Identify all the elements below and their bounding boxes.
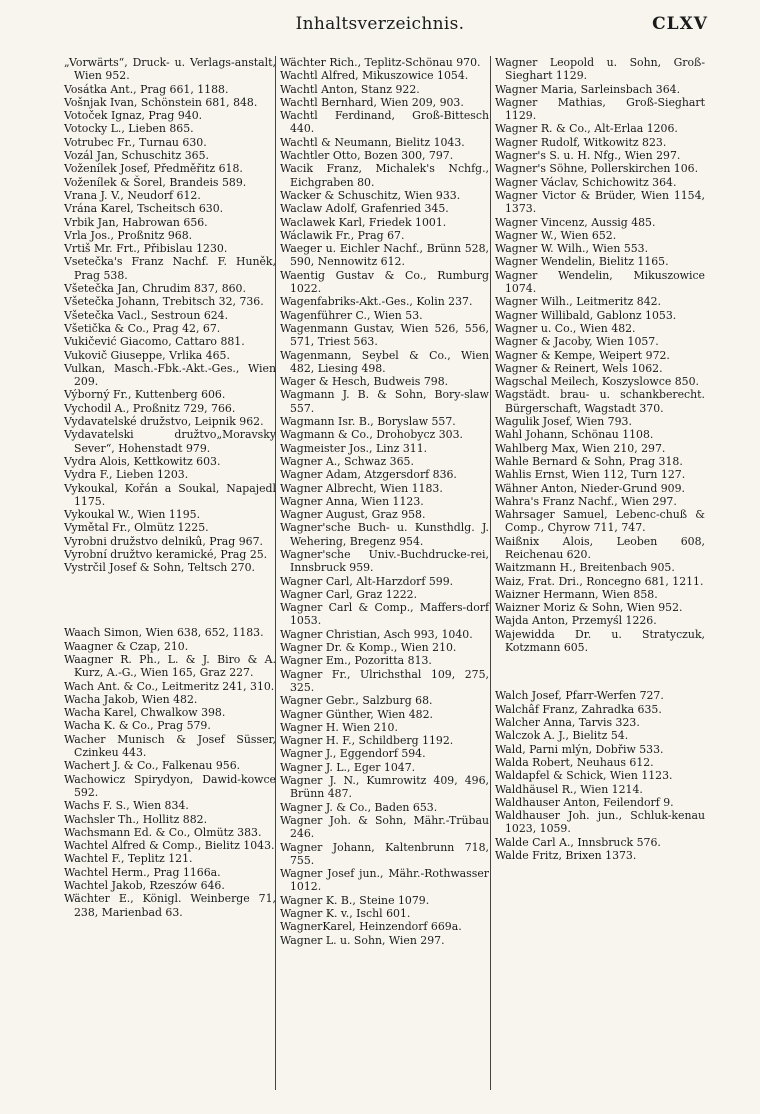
index-entry: Vymětal Fr., Olmütz 1225. bbox=[64, 521, 209, 535]
index-entry: Wagenmann Gustav, Wien 526, 556, 571, Triest 563. bbox=[280, 321, 489, 349]
index-entry: Wacher Munisch & Josef Süsser, Czinkeu 443. bbox=[64, 732, 276, 760]
index-entry: Wahlberg Max, Wien 210, 297. bbox=[495, 441, 666, 455]
index-entry: Wachtel Herm., Prag 1166a. bbox=[64, 865, 221, 879]
index-entry: Wagner J. & Co., Baden 653. bbox=[280, 800, 438, 814]
index-entry: Wagenmann, Seybel & Co., Wien 482, Liesing 498. bbox=[280, 348, 489, 375]
index-entry: WagnerKarel, Heinzendorf 669a. bbox=[280, 920, 462, 934]
index-entry: Wacha K. & Co., Prag 579. bbox=[64, 719, 211, 733]
column-divider bbox=[490, 56, 491, 1090]
index-entry: Wachtl Bernhard, Wien 209, 903. bbox=[280, 95, 464, 109]
index-entry: Wajda Anton, Przemyśl 1226. bbox=[495, 614, 657, 628]
index-entry: Wahrsager Samuel, Lebenc-chuß & Comp., Chyrow 711, 747. bbox=[495, 508, 705, 535]
index-entry: Vošnjak Ivan, Schönstein 681, 848. bbox=[64, 95, 258, 109]
index-entry: Voženílek & Šorel, Brandeis 589. bbox=[64, 175, 247, 189]
index-entry: Vyrobní družtvo keramické, Prag 25. bbox=[64, 547, 268, 561]
index-entry: Výborný Fr., Kuttenberg 606. bbox=[64, 388, 226, 402]
index-entry: Wagner Wilh., Leitmeritz 842. bbox=[495, 295, 662, 309]
index-entry: Waclaw Adolf, Grafenried 345. bbox=[280, 202, 449, 216]
index-entry: Wachtel F., Teplitz 121. bbox=[64, 852, 193, 866]
index-entry: Waldhauser Joh. jun., Schluk-kenau 1023, 1059. bbox=[495, 809, 705, 836]
index-entry: Wagmann & Co., Drohobycz 303. bbox=[280, 428, 463, 442]
index-entry: Wagulik Josef, Wien 793. bbox=[495, 415, 632, 429]
index-entry: Wagner August, Graz 958. bbox=[280, 508, 426, 522]
index-entry: Waclawek Karl, Friedek 1001. bbox=[280, 215, 447, 229]
index-entry: Waeger u. Eichler Nachf., Brünn 528, 590, Nennowitz 612. bbox=[280, 242, 489, 269]
index-entry: Vsetečka's Franz Nachf. F. Huněk, Prag 538. bbox=[64, 255, 276, 282]
index-entry: Wagmeister Jos., Linz 311. bbox=[280, 441, 428, 455]
index-entry: Wagner Günther, Wien 482. bbox=[280, 707, 433, 721]
index-entry: Votocky L., Lieben 865. bbox=[64, 122, 194, 136]
index-entry: Walcher Anna, Tarvis 323. bbox=[495, 716, 640, 730]
index-entry: Wagschal Meilech, Koszyslowce 850. bbox=[495, 375, 699, 389]
index-entry: Waizner Moriz & Sohn, Wien 952. bbox=[495, 601, 683, 615]
index-entry: Walde Fritz, Brixen 1373. bbox=[495, 849, 637, 862]
index-entry: Vykoukal, Kořán a Soukal, Napajedl 1175. bbox=[64, 481, 276, 508]
index-entry: Všetečka Vacl., Sestroun 624. bbox=[64, 308, 229, 322]
index-entry: Vrla Jos., Proßnitz 968. bbox=[64, 228, 193, 242]
index-entry: Wagner Carl, Graz 1222. bbox=[280, 587, 418, 601]
index-entry: Vychodil A., Proßnitz 729, 766. bbox=[64, 401, 236, 415]
index-entry: Wagner's Söhne, Pollerskirchen 106. bbox=[495, 162, 699, 176]
index-entry: Wagner Victor & Brüder, Wien 1154, 1373. bbox=[495, 188, 705, 216]
index-entry: Wagner W. Wilh., Wien 553. bbox=[495, 242, 649, 256]
index-entry: Wagner u. Co., Wien 482. bbox=[495, 321, 636, 335]
index-entry: Vozál Jan, Schuschitz 365. bbox=[64, 149, 209, 163]
index-entry: Waentig Gustav & Co., Rumburg 1022. bbox=[280, 268, 489, 296]
index-entry: Wagner R. & Co., Alt-Erlaa 1206. bbox=[495, 122, 678, 136]
index-entry: Waizner Hermann, Wien 858. bbox=[495, 587, 658, 601]
index-entry: Wagner Willibald, Gablonz 1053. bbox=[495, 308, 677, 322]
page-number: CLXV bbox=[652, 14, 708, 34]
index-entry: Wagner Dr. & Komp., Wien 210. bbox=[280, 641, 457, 655]
index-entry: Vosátka Ant., Prag 661, 1188. bbox=[64, 82, 229, 96]
index-entry: Waitzmann H., Breitenbach 905. bbox=[495, 561, 675, 575]
index-entry: Wachtl & Neumann, Bielitz 1043. bbox=[280, 135, 465, 149]
index-entry: Walch Josef, Pfarr-Werfen 727. bbox=[495, 689, 664, 703]
index-entry: Vykoukal W., Wien 1195. bbox=[64, 508, 201, 522]
index-entry: Všetečka Johann, Trebitsch 32, 736. bbox=[64, 295, 264, 309]
index-entry: Wagner J., Eggendorf 594. bbox=[280, 747, 426, 761]
index-entry: Wagner Václav, Schichowitz 364. bbox=[495, 175, 677, 189]
index-entry: Wagner Wendelin, Mikuszowice 1074. bbox=[495, 268, 705, 296]
index-entry: Wáclawik Fr., Prag 67. bbox=[280, 228, 405, 242]
index-entry: Wagmann Isr. B., Boryslaw 557. bbox=[280, 415, 456, 429]
section-gap bbox=[495, 665, 705, 678]
index-entry: Vystrčil Josef & Sohn, Teltsch 270. bbox=[64, 561, 255, 575]
index-entry: Vydra Alois, Kettkowitz 603. bbox=[64, 454, 221, 468]
index-entry: Wagner Mathias, Groß-Sieghart 1129. bbox=[495, 95, 705, 123]
index-entry: Vydra F., Lieben 1203. bbox=[64, 468, 189, 482]
index-entry: Waldapfel & Schick, Wien 1123. bbox=[495, 769, 673, 783]
index-entry: Wagner Joh. & Sohn, Mähr.-Trübau 246. bbox=[280, 813, 489, 841]
index-entry: Wagner Carl & Comp., Maffers-dorf 1053. bbox=[280, 601, 489, 628]
index-entry: Wagner Adam, Atzgersdorf 836. bbox=[280, 468, 457, 482]
index-entry: Wagner Johann, Kaltenbrunn 718, 755. bbox=[280, 840, 489, 867]
page-title: Inhaltsverzeichnis. bbox=[295, 14, 465, 34]
index-entry: Wagner Maria, Sarleinsbach 364. bbox=[495, 82, 681, 96]
index-entry: Wacik Franz, Michalek's Nchfg., Eichgraben 80. bbox=[280, 162, 489, 189]
index-entry: Wacha Karel, Chwalkow 398. bbox=[64, 706, 226, 720]
index-entry: Všetečka Jan, Chrudim 837, 860. bbox=[64, 282, 246, 296]
index-entry: Wachtl Ferdinand, Groß-Bittesch 440. bbox=[280, 109, 489, 136]
index-entry: Wagner A., Schwaz 365. bbox=[280, 454, 414, 468]
index-entry: Wager & Hesch, Budweis 798. bbox=[280, 375, 449, 389]
index-entry: Wächter E., Königl. Weinberge 71, 238, Marienbad 63. bbox=[64, 892, 276, 919]
index-entry: Wagner Christian, Asch 993, 1040. bbox=[280, 627, 473, 641]
index-entry: Waiz, Frat. Dri., Roncegno 681, 1211. bbox=[495, 574, 704, 588]
index-entry: Wagner Anna, Wien 1123. bbox=[280, 494, 424, 508]
index-entry: Wagenführer C., Wien 53. bbox=[280, 308, 423, 322]
index-entry: Wachsler Th., Hollitz 882. bbox=[64, 812, 208, 826]
index-entry: Wagner & Kempe, Weipert 972. bbox=[495, 348, 670, 362]
index-entry: Wagner Leopold u. Sohn, Groß-Sieghart 1129. bbox=[495, 56, 705, 83]
index-entry: Wagner Vincenz, Aussig 485. bbox=[495, 215, 656, 229]
index-entry: Wachert J. & Co., Falkenau 956. bbox=[64, 759, 241, 773]
index-entry: Wagner Carl, Alt-Harzdorf 599. bbox=[280, 574, 454, 588]
page-header bbox=[0, 0, 760, 40]
index-column-3 bbox=[495, 56, 705, 862]
index-entry: Vulkan, Masch.-Fbk.-Akt.-Ges., Wien 209. bbox=[64, 361, 276, 389]
index-column-2 bbox=[280, 56, 489, 947]
section-gap bbox=[64, 585, 276, 615]
index-entry: Wagner Gebr., Salzburg 68. bbox=[280, 694, 433, 708]
index-entry: Wacha Jakob, Wien 482. bbox=[64, 692, 198, 706]
index-entry: Votoček Ignaz, Prag 940. bbox=[64, 109, 203, 123]
index-entry: Wagner Rudolf, Witkowitz 823. bbox=[495, 135, 667, 149]
index-entry: Wald, Parni mlýn, Dobřiw 533. bbox=[495, 742, 664, 756]
index-entry: Wagmann J. B. & Sohn, Bory-slaw 557. bbox=[280, 388, 489, 415]
index-entry: Vukovič Giuseppe, Vrlika 465. bbox=[64, 348, 230, 362]
index-entry: Walda Robert, Neuhaus 612. bbox=[495, 755, 654, 769]
index-entry: Voženílek Josef, Předměřitz 618. bbox=[64, 162, 243, 176]
index-entry: Wagner & Reinert, Wels 1062. bbox=[495, 361, 663, 375]
index-entry: Walchâf Franz, Zahradka 635. bbox=[495, 702, 662, 716]
index-entry: Wachowicz Spirydyon, Dawid-kowce 592. bbox=[64, 772, 276, 799]
index-entry: Wachsmann Ed. & Co., Olmütz 383. bbox=[64, 825, 262, 839]
index-entry: Vyrobni družstvo delnikû, Prag 967. bbox=[64, 534, 263, 548]
index-entry: Waagner R. Ph., L. & J. Biro & A. Kurz, A.-G., Wien 165, Graz 227. bbox=[64, 652, 276, 680]
index-entry: Waach Simon, Wien 638, 652, 1183. bbox=[64, 626, 264, 640]
index-entry: Wagner Josef jun., Mähr.-Rothwasser 1012. bbox=[280, 867, 489, 894]
index-entry: Wagner'sche Univ.-Buchdrucke-rei, Innsbruck 959. bbox=[280, 547, 489, 575]
index-entry: Wagner Albrecht, Wien 1183. bbox=[280, 481, 443, 495]
index-entry: Waagner & Czap, 210. bbox=[64, 639, 189, 653]
index-entry: Vrbik Jan, Habrowan 656. bbox=[64, 215, 208, 229]
index-entry: Vrana J. V., Neudorf 612. bbox=[64, 188, 201, 202]
index-entry: Wachs F. S., Wien 834. bbox=[64, 799, 189, 813]
index-entry: Wachtler Otto, Bozen 300, 797. bbox=[280, 149, 454, 163]
index-entry: Vrána Karel, Tscheitsch 630. bbox=[64, 202, 224, 216]
index-entry: Wagner'sche Buch- u. Kunsthdlg. J. Wehering, Bregenz 954. bbox=[280, 521, 489, 548]
index-entry: Všetička & Co., Prag 42, 67. bbox=[64, 321, 221, 335]
index-entry: Wagner W., Wien 652. bbox=[495, 228, 617, 242]
index-entry: Wachtl Alfred, Mikuszowice 1054. bbox=[280, 69, 469, 83]
index-entry: Wagner & Jacoby, Wien 1057. bbox=[495, 335, 659, 349]
index-entry: Wachtel Alfred & Comp., Bielitz 1043. bbox=[64, 839, 275, 853]
index-entry: Wagenfabriks-Akt.-Ges., Kolin 237. bbox=[280, 295, 473, 309]
index-entry: Wahle Bernard & Sohn, Prag 318. bbox=[495, 454, 683, 468]
index-entry: Wagner K. B., Steine 1079. bbox=[280, 893, 430, 907]
index-entry: Wähner Anton, Nieder-Grund 909. bbox=[495, 481, 686, 495]
index-entry: Wagner Wendelin, Bielitz 1165. bbox=[495, 255, 669, 269]
index-entry: Wächter Rich., Teplitz-Schönau 970. bbox=[280, 56, 481, 69]
index-entry: Walde Carl A., Innsbruck 576. bbox=[495, 835, 661, 849]
index-entry: Wagner Em., Pozoritta 813. bbox=[280, 654, 432, 668]
index-entry: Wagner J. L., Eger 1047. bbox=[280, 760, 416, 774]
index-entry: „Vorwärts“, Druck- u. Verlags-anstalt, Wien 952. bbox=[64, 56, 276, 83]
index-entry: Wagner H. Wien 210. bbox=[280, 720, 398, 734]
index-entry: Wach Ant. & Co., Leitmeritz 241, 310. bbox=[64, 679, 275, 693]
index-entry: Wagner Fr., Ulrichsthal 109, 275, 325. bbox=[280, 667, 489, 694]
index-entry: Vukičević Giacomo, Cattaro 881. bbox=[64, 335, 245, 349]
index-entry: Wacker & Schuschitz, Wien 933. bbox=[280, 188, 461, 202]
index-entry: Wagner L. u. Sohn, Wien 297. bbox=[280, 933, 445, 947]
index-entry: Wagner J. N., Kumrowitz 409, 496, Brünn 487. bbox=[280, 774, 489, 801]
index-entry: Wajewidda Dr. u. Stratyczuk, Kotzmann 605. bbox=[495, 627, 705, 655]
index-entry: Walczok A. J., Bielitz 54. bbox=[495, 729, 629, 743]
index-entry: Wagstädt. brau- u. schankberecht. Bürgerschaft, Wagstadt 370. bbox=[495, 388, 705, 415]
index-column-1 bbox=[64, 56, 276, 919]
index-entry: Votrubec Fr., Turnau 630. bbox=[64, 135, 207, 149]
index-entry: Waldhäusel R., Wien 1214. bbox=[495, 782, 643, 796]
index-entry: Wahlis Ernst, Wien 112, Turn 127. bbox=[495, 468, 686, 482]
index-entry: Wagner H. F., Schildberg 1192. bbox=[280, 734, 454, 748]
index-entry: Wachtel Jakob, Rzeszów 646. bbox=[64, 879, 225, 892]
index-entry: Wahra's Franz Nachf., Wien 297. bbox=[495, 494, 677, 508]
index-entry: Wahl Johann, Schönau 1108. bbox=[495, 428, 654, 442]
index-entry: Waißnix Alois, Leoben 608, Reichenau 620. bbox=[495, 534, 705, 561]
index-entry: Waldhauser Anton, Feilendorf 9. bbox=[495, 795, 674, 809]
index-entry: Wagner K. v., Ischl 601. bbox=[280, 907, 411, 920]
index-entry: Wagner's S. u. H. Nfg., Wien 297. bbox=[495, 149, 681, 163]
index-entry: Vrtiš Mr. Frt., Přibislau 1230. bbox=[64, 242, 228, 256]
index-entry: Vydavatelski družtvo„Moravsky Sever“, Hohenstadt 979. bbox=[64, 428, 276, 455]
index-entry: Wachtl Anton, Stanz 922. bbox=[280, 82, 420, 96]
index-entry: Vydavatelské družstvo, Leipnik 962. bbox=[64, 415, 264, 429]
